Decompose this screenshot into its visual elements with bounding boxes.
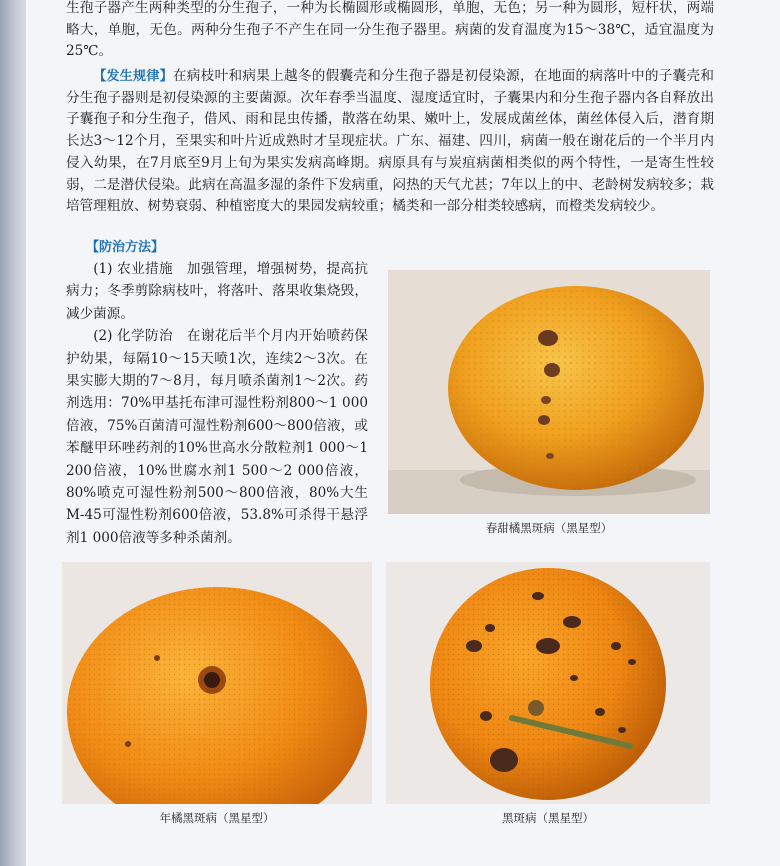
figure-3-caption: 黑斑病（黑星型）: [502, 811, 594, 825]
prevention-section-heading: [86, 236, 164, 255]
prevention-text-column: [66, 258, 368, 549]
occurrence-paragraph: [66, 66, 714, 218]
figure-2-caption: 年橘黑斑病（黑星型）: [159, 811, 275, 825]
book-spine-shadow: [0, 0, 26, 866]
figure-1-caption: 春甜橘黑斑病（黑星型）: [485, 521, 613, 535]
prevention-tag: 【防治方法】: [86, 240, 165, 255]
prevention-chem-paragraph: (2) 化学防治 在谢花后半个月内开始喷药保护幼果，每隔10～15天喷1次，连续2～3次。在果实膨大期的7～8月，每月喷杀菌剂1～2次。药剂选用：70%甲基托布津可湿性粉剂800～1 000倍液，75%百菌清可湿性粉剂600～800倍液，或苯醚甲环唑药剂的10%世高水分散粒剂1 000～1 200倍液，10%世腐水剂1 500～2 000倍液，80%喷克可湿性粉剂500～800倍液，80%大生M-45可湿性粉剂600倍液，53.8%可杀得干悬浮剂1 000倍液等多种杀菌剂。: [66, 328, 368, 546]
intro-paragraph: [66, 0, 714, 63]
orange-photo-2: [62, 562, 372, 804]
occurrence-section: [66, 66, 714, 218]
orange-photo-3: [386, 562, 710, 804]
occurrence-tag: 【发生规律】: [93, 69, 173, 84]
intro-text: 生孢子器产生两种类型的分生孢子，一种为长椭圆形或椭圆形，单胞，无色；另一种为圆形，短杆状，两端略大，单胞，无色。两种分生孢子不产生在同一分生孢子器里。病菌的发育温度为15～38℃，适宜温度为25℃。: [66, 0, 714, 60]
prevention-agri-paragraph: (1) 农业措施 加强管理，增强树势，提高抗病力；冬季剪除病枝叶，将落叶、落果收集烧毁，减少菌源。: [66, 261, 368, 322]
figure-spring-sweet-tangerine: [388, 270, 710, 514]
orange-photo-1: [388, 270, 710, 514]
figure-annual-tangerine: [62, 562, 372, 804]
figure-black-spot: [386, 562, 710, 804]
occurrence-body: 在病枝叶和病果上越冬的假囊壳和分生孢子器是初侵染源，在地面的病落叶中的子囊壳和分生孢子器则是初侵染源的主要菌源。次年春季当温度、湿度适宜时，子囊果内和分生孢子器内各自释放出子囊孢子和分生孢子，借风、雨和昆虫传播，散落在幼果、嫩叶上，发展成菌丝体，菌丝体侵入后，潜育期长达3～12个月，至果实和叶片近成熟时才呈现症状。广东、福建、四川，病菌一般在谢花后的一个半月内侵入幼果，在7月底至9月上旬为果实发病高峰期。病原具有与炭疽病菌相类似的两个特性，一是寄生性较弱，二是潜伏侵染。此病在高温多湿的条件下发病重，闷热的天气尤甚；7年以上的中、老龄树发病较多；栽培管理粗放、树势衰弱、种植密度大的果园发病较重；橘类和一部分柑类较感病，而橙类发病较少。: [66, 68, 714, 215]
